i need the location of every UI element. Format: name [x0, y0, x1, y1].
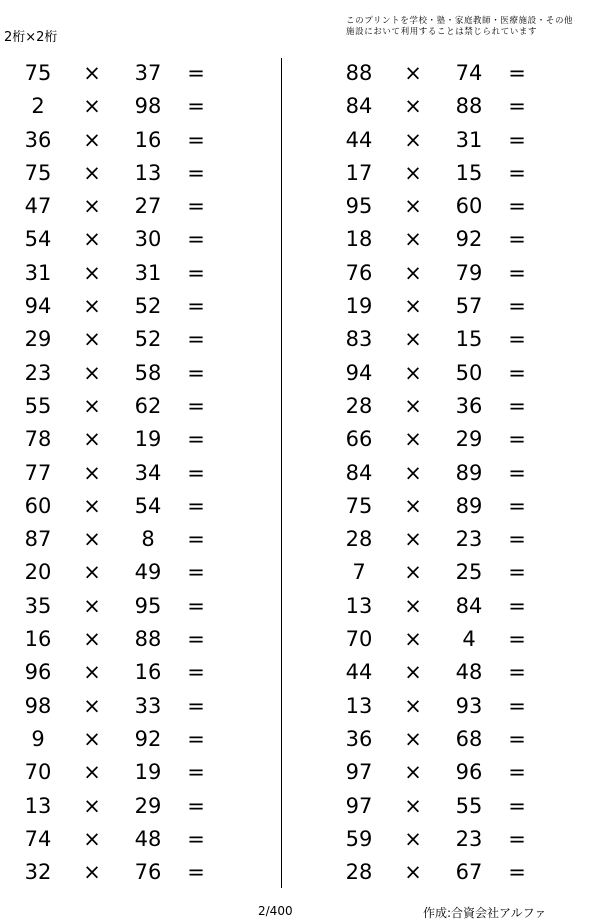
problem-row: [321, 790, 581, 823]
multiply-sign: ×: [404, 493, 422, 518]
multiply-sign: ×: [83, 860, 101, 885]
multiply-sign: ×: [404, 194, 422, 219]
equals-sign: =: [187, 94, 205, 119]
multiplicand: 31: [24, 260, 52, 285]
equals-sign: =: [508, 227, 526, 252]
equals-sign: =: [187, 160, 205, 185]
problem-row: [321, 57, 581, 90]
multiplicand: 60: [24, 493, 52, 518]
equals-sign: =: [187, 760, 205, 785]
multiplicand: 87: [24, 527, 52, 552]
multiply-sign: ×: [404, 560, 422, 585]
multiply-sign: ×: [404, 860, 422, 885]
multiply-sign: ×: [83, 660, 101, 685]
multiplicand: 28: [345, 860, 373, 885]
multiplicand: 36: [345, 726, 373, 751]
problem-row: [321, 124, 581, 157]
multiply-sign: ×: [83, 793, 101, 818]
usage-notice: [346, 16, 573, 38]
multiplicand: 97: [345, 760, 373, 785]
equals-sign: =: [187, 227, 205, 252]
problem-row: [0, 157, 260, 190]
equals-sign: =: [508, 61, 526, 85]
multiply-sign: ×: [83, 194, 101, 219]
multiplier: 95: [134, 593, 162, 618]
multiplicand: 83: [345, 327, 373, 352]
worksheet-title: 2桁×2桁: [4, 30, 58, 45]
multiply-sign: ×: [404, 793, 422, 818]
multiplier: 33: [134, 693, 162, 718]
problem-row: [321, 756, 581, 789]
multiply-sign: ×: [404, 627, 422, 652]
problem-row: [321, 690, 581, 723]
equals-sign: =: [508, 393, 526, 418]
multiplicand: 47: [24, 194, 52, 219]
multiplier: 8: [141, 527, 155, 552]
problem-row: [321, 556, 581, 589]
multiplier: 16: [134, 660, 162, 685]
multiplier: 48: [134, 826, 162, 851]
equals-sign: =: [187, 627, 205, 652]
page-number: 2/400: [258, 904, 293, 918]
equals-sign: =: [187, 793, 205, 818]
multiplicand: 95: [345, 194, 373, 219]
multiply-sign: ×: [404, 527, 422, 552]
multiplicand: 28: [345, 527, 373, 552]
column-divider: [281, 58, 282, 888]
equals-sign: =: [508, 860, 526, 885]
multiplicand: 28: [345, 393, 373, 418]
multiplicand: 74: [24, 826, 52, 851]
equals-sign: =: [187, 127, 205, 152]
problem-row: [321, 357, 581, 390]
problem-row: [321, 590, 581, 623]
multiplicand: 35: [24, 593, 52, 618]
equals-sign: =: [508, 427, 526, 452]
multiplier: 4: [462, 627, 476, 652]
problem-row: [0, 790, 260, 823]
equals-sign: =: [187, 427, 205, 452]
multiplier: 30: [134, 227, 162, 252]
equals-sign: =: [187, 460, 205, 485]
equals-sign: =: [508, 693, 526, 718]
problem-row: [0, 723, 260, 756]
problem-row: [321, 157, 581, 190]
equals-sign: =: [508, 327, 526, 352]
multiplier: 49: [134, 560, 162, 585]
equals-sign: =: [508, 560, 526, 585]
multiply-sign: ×: [404, 593, 422, 618]
multiply-sign: ×: [83, 393, 101, 418]
multiplicand: 75: [24, 160, 52, 185]
multiplicand: 7: [352, 560, 366, 585]
multiplicand: 19: [345, 294, 373, 319]
multiplier: 52: [134, 327, 162, 352]
equals-sign: =: [508, 360, 526, 385]
problem-row: [0, 656, 260, 689]
multiplicand: 36: [24, 127, 52, 152]
multiplier: 15: [455, 327, 483, 352]
multiply-sign: ×: [83, 493, 101, 518]
multiplier: 58: [134, 360, 162, 385]
multiplier: 96: [455, 760, 483, 785]
equals-sign: =: [187, 294, 205, 319]
multiply-sign: ×: [83, 294, 101, 319]
multiplicand: 97: [345, 793, 373, 818]
problem-row: [0, 590, 260, 623]
multiplicand: 75: [24, 61, 52, 85]
multiply-sign: ×: [83, 826, 101, 851]
equals-sign: =: [187, 527, 205, 552]
multiplicand: 70: [24, 760, 52, 785]
multiply-sign: ×: [404, 460, 422, 485]
multiply-sign: ×: [83, 560, 101, 585]
multiply-sign: ×: [83, 61, 101, 85]
multiply-sign: ×: [83, 427, 101, 452]
equals-sign: =: [508, 260, 526, 285]
multiplicand: 9: [31, 726, 45, 751]
equals-sign: =: [187, 860, 205, 885]
multiplier: 16: [134, 127, 162, 152]
author-credit: 作成:合資会社アルファ: [423, 906, 547, 920]
problem-row: [0, 390, 260, 423]
equals-sign: =: [187, 660, 205, 685]
multiply-sign: ×: [404, 94, 422, 119]
equals-sign: =: [508, 793, 526, 818]
multiplier: 23: [455, 826, 483, 851]
multiplier: 36: [455, 393, 483, 418]
multiplier: 19: [134, 427, 162, 452]
multiplier: 50: [455, 360, 483, 385]
multiplicand: 54: [24, 227, 52, 252]
multiplier: 29: [134, 793, 162, 818]
multiply-sign: ×: [404, 427, 422, 452]
equals-sign: =: [187, 360, 205, 385]
multiplier: 88: [134, 627, 162, 652]
multiplicand: 29: [24, 327, 52, 352]
multiply-sign: ×: [404, 61, 422, 85]
multiplicand: 23: [24, 360, 52, 385]
equals-sign: =: [508, 460, 526, 485]
equals-sign: =: [187, 260, 205, 285]
problem-row: [0, 423, 260, 456]
multiply-sign: ×: [404, 294, 422, 319]
multiplicand: 70: [345, 627, 373, 652]
problem-row: [321, 190, 581, 223]
multiplier: 29: [455, 427, 483, 452]
multiply-sign: ×: [404, 726, 422, 751]
multiply-sign: ×: [404, 127, 422, 152]
equals-sign: =: [508, 593, 526, 618]
multiplier: 76: [134, 860, 162, 885]
multiplicand: 78: [24, 427, 52, 452]
multiply-sign: ×: [404, 660, 422, 685]
equals-sign: =: [187, 327, 205, 352]
multiplicand: 84: [345, 460, 373, 485]
multiplier: 55: [455, 793, 483, 818]
multiply-sign: ×: [83, 527, 101, 552]
equals-sign: =: [508, 726, 526, 751]
problem-row: [0, 257, 260, 290]
problem-row: [321, 90, 581, 123]
multiplicand: 77: [24, 460, 52, 485]
equals-sign: =: [508, 493, 526, 518]
problem-row: [0, 690, 260, 723]
equals-sign: =: [508, 194, 526, 219]
problem-row: [0, 823, 260, 856]
problem-row: [0, 223, 260, 256]
problem-row: [321, 523, 581, 556]
multiplier: 89: [455, 460, 483, 485]
problem-row: [0, 623, 260, 656]
problem-row: [321, 223, 581, 256]
multiplicand: 2: [31, 94, 45, 119]
multiplier: 37: [134, 61, 162, 85]
equals-sign: =: [508, 760, 526, 785]
problem-row: [321, 457, 581, 490]
equals-sign: =: [508, 160, 526, 185]
multiply-sign: ×: [83, 460, 101, 485]
multiply-sign: ×: [404, 760, 422, 785]
problem-row: [321, 423, 581, 456]
multiplier: 62: [134, 393, 162, 418]
multiplier: 23: [455, 527, 483, 552]
multiplier: 13: [134, 160, 162, 185]
right-problem-column: [321, 57, 581, 889]
multiply-sign: ×: [83, 360, 101, 385]
multiplier: 54: [134, 493, 162, 518]
multiplier: 88: [455, 94, 483, 119]
multiplicand: 13: [24, 793, 52, 818]
multiplier: 15: [455, 160, 483, 185]
multiply-sign: ×: [83, 760, 101, 785]
equals-sign: =: [187, 826, 205, 851]
problem-row: [0, 124, 260, 157]
equals-sign: =: [187, 560, 205, 585]
problem-row: [321, 823, 581, 856]
multiply-sign: ×: [404, 693, 422, 718]
problem-row: [0, 490, 260, 523]
problem-row: [0, 323, 260, 356]
problem-row: [321, 323, 581, 356]
equals-sign: =: [508, 527, 526, 552]
multiplier: 79: [455, 260, 483, 285]
multiply-sign: ×: [83, 127, 101, 152]
multiplicand: 16: [24, 627, 52, 652]
multiply-sign: ×: [404, 360, 422, 385]
problem-row: [0, 290, 260, 323]
multiplicand: 66: [345, 427, 373, 452]
multiplicand: 44: [345, 127, 373, 152]
problem-row: [321, 723, 581, 756]
problem-row: [321, 490, 581, 523]
multiplier: 74: [455, 61, 483, 85]
multiplier: 67: [455, 860, 483, 885]
problem-row: [321, 390, 581, 423]
multiply-sign: ×: [83, 160, 101, 185]
left-problem-column: [0, 57, 260, 889]
problem-row: [321, 656, 581, 689]
multiply-sign: ×: [404, 826, 422, 851]
equals-sign: =: [508, 826, 526, 851]
multiply-sign: ×: [404, 227, 422, 252]
multiplicand: 76: [345, 260, 373, 285]
multiplier: 98: [134, 94, 162, 119]
multiplicand: 88: [345, 61, 373, 85]
equals-sign: =: [187, 61, 205, 85]
multiplier: 89: [455, 493, 483, 518]
multiply-sign: ×: [83, 693, 101, 718]
problem-row: [0, 523, 260, 556]
multiplier: 25: [455, 560, 483, 585]
multiplicand: 20: [24, 560, 52, 585]
problem-row: [0, 756, 260, 789]
equals-sign: =: [508, 94, 526, 119]
multiply-sign: ×: [404, 260, 422, 285]
multiplier: 92: [134, 726, 162, 751]
multiply-sign: ×: [404, 327, 422, 352]
multiplicand: 94: [345, 360, 373, 385]
problem-row: [0, 457, 260, 490]
multiplier: 48: [455, 660, 483, 685]
equals-sign: =: [187, 593, 205, 618]
problem-row: [321, 623, 581, 656]
multiplicand: 96: [24, 660, 52, 685]
problem-row: [0, 556, 260, 589]
problem-row: [0, 856, 260, 889]
problem-row: [0, 90, 260, 123]
multiplicand: 55: [24, 393, 52, 418]
multiplier: 84: [455, 593, 483, 618]
equals-sign: =: [187, 693, 205, 718]
multiplier: 27: [134, 194, 162, 219]
multiply-sign: ×: [83, 260, 101, 285]
problem-row: [321, 290, 581, 323]
equals-sign: =: [508, 127, 526, 152]
problem-row: [0, 190, 260, 223]
multiplier: 57: [455, 294, 483, 319]
usage-notice-line2: 施設において利用することは禁じられています: [346, 27, 538, 37]
problem-row: [321, 856, 581, 889]
multiply-sign: ×: [404, 160, 422, 185]
multiplier: 31: [134, 260, 162, 285]
multiply-sign: ×: [83, 593, 101, 618]
multiply-sign: ×: [83, 227, 101, 252]
multiplicand: 32: [24, 860, 52, 885]
multiplicand: 94: [24, 294, 52, 319]
equals-sign: =: [187, 726, 205, 751]
multiply-sign: ×: [83, 94, 101, 119]
multiply-sign: ×: [83, 327, 101, 352]
multiplier: 93: [455, 693, 483, 718]
equals-sign: =: [187, 493, 205, 518]
usage-notice-line1: このプリントを学校・塾・家庭教師・医療施設・その他: [346, 16, 574, 26]
multiplier: 52: [134, 294, 162, 319]
multiplicand: 59: [345, 826, 373, 851]
multiply-sign: ×: [83, 726, 101, 751]
problem-row: [321, 257, 581, 290]
multiplicand: 98: [24, 693, 52, 718]
equals-sign: =: [508, 627, 526, 652]
multiplicand: 13: [345, 593, 373, 618]
equals-sign: =: [508, 294, 526, 319]
multiplier: 92: [455, 227, 483, 252]
multiplicand: 18: [345, 227, 373, 252]
problem-row: [0, 57, 260, 90]
multiplier: 19: [134, 760, 162, 785]
multiplicand: 44: [345, 660, 373, 685]
problem-row: [0, 357, 260, 390]
multiplier: 60: [455, 194, 483, 219]
equals-sign: =: [508, 660, 526, 685]
multiplier: 68: [455, 726, 483, 751]
multiplicand: 13: [345, 693, 373, 718]
equals-sign: =: [187, 194, 205, 219]
multiplier: 34: [134, 460, 162, 485]
multiplier: 31: [455, 127, 483, 152]
multiply-sign: ×: [83, 627, 101, 652]
multiplicand: 84: [345, 94, 373, 119]
equals-sign: =: [187, 393, 205, 418]
multiply-sign: ×: [404, 393, 422, 418]
multiplicand: 17: [345, 160, 373, 185]
multiplicand: 75: [345, 493, 373, 518]
